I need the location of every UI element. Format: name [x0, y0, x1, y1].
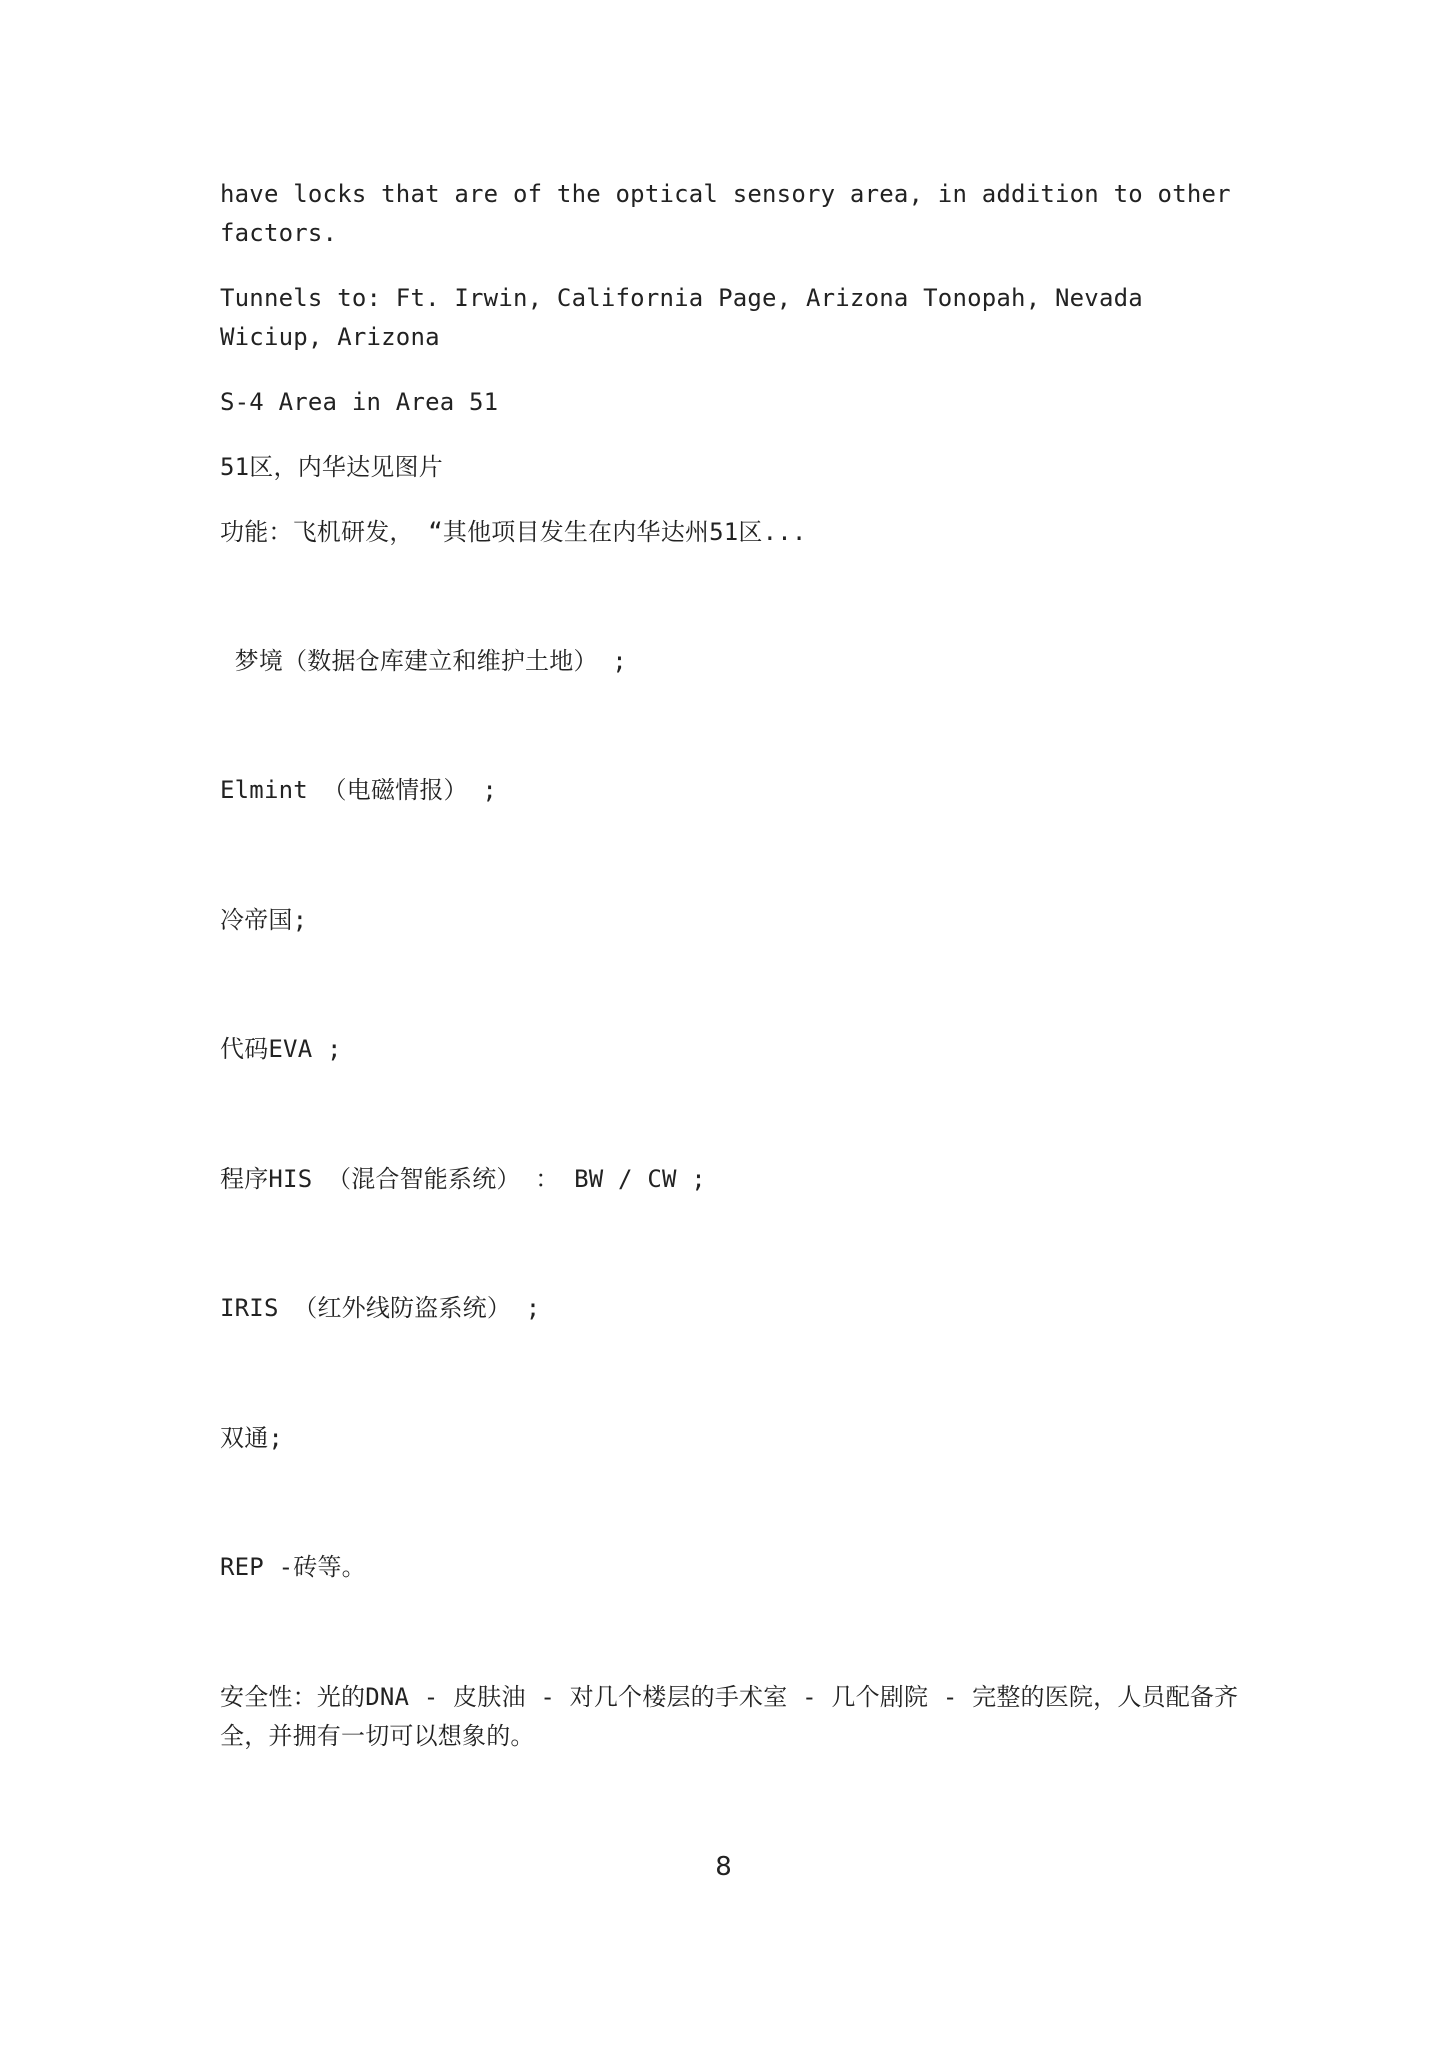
paragraph-iris: IRIS （红外线防盗系统） ;: [220, 1294, 541, 1322]
paragraph-dreamland: 梦境（数据仓库建立和维护土地） ;: [220, 647, 627, 675]
paragraph-security: 安全性：光的DNA - 皮肤油 - 对几个楼层的手术室 - 几个剧院 - 完整的医院，人员配备齐全，并拥有一切可以想象的。: [220, 1683, 1239, 1750]
paragraph-duplex: 双通;: [220, 1424, 284, 1452]
paragraph-area51-nevada: 51区，内华达见图片: [220, 453, 443, 481]
paragraph-locks: have locks that are of the optical sensory area, in addition to other factors.: [220, 180, 1246, 247]
paragraph-program-his: 程序HIS （混合智能系统） ： BW / CW ;: [220, 1165, 706, 1193]
paragraph-s4-area: S-4 Area in Area 51: [220, 388, 499, 416]
paragraph-rep: REP -砖等。: [220, 1553, 366, 1581]
paragraph-function: 功能：飞机研发， “其他项目发生在内华达州51区...: [220, 518, 807, 546]
paragraph-cold-empire: 冷帝国;: [220, 906, 308, 934]
paragraph-code-eva: 代码EVA ;: [220, 1035, 342, 1063]
page-number: 8: [715, 1852, 732, 1882]
paragraph-elmint: Elmint （电磁情报） ;: [220, 776, 498, 804]
paragraph-tunnels: Tunnels to: Ft. Irwin, California Page, Arizona Tonopah, Nevada Wiciup, Arizona: [220, 284, 1158, 351]
